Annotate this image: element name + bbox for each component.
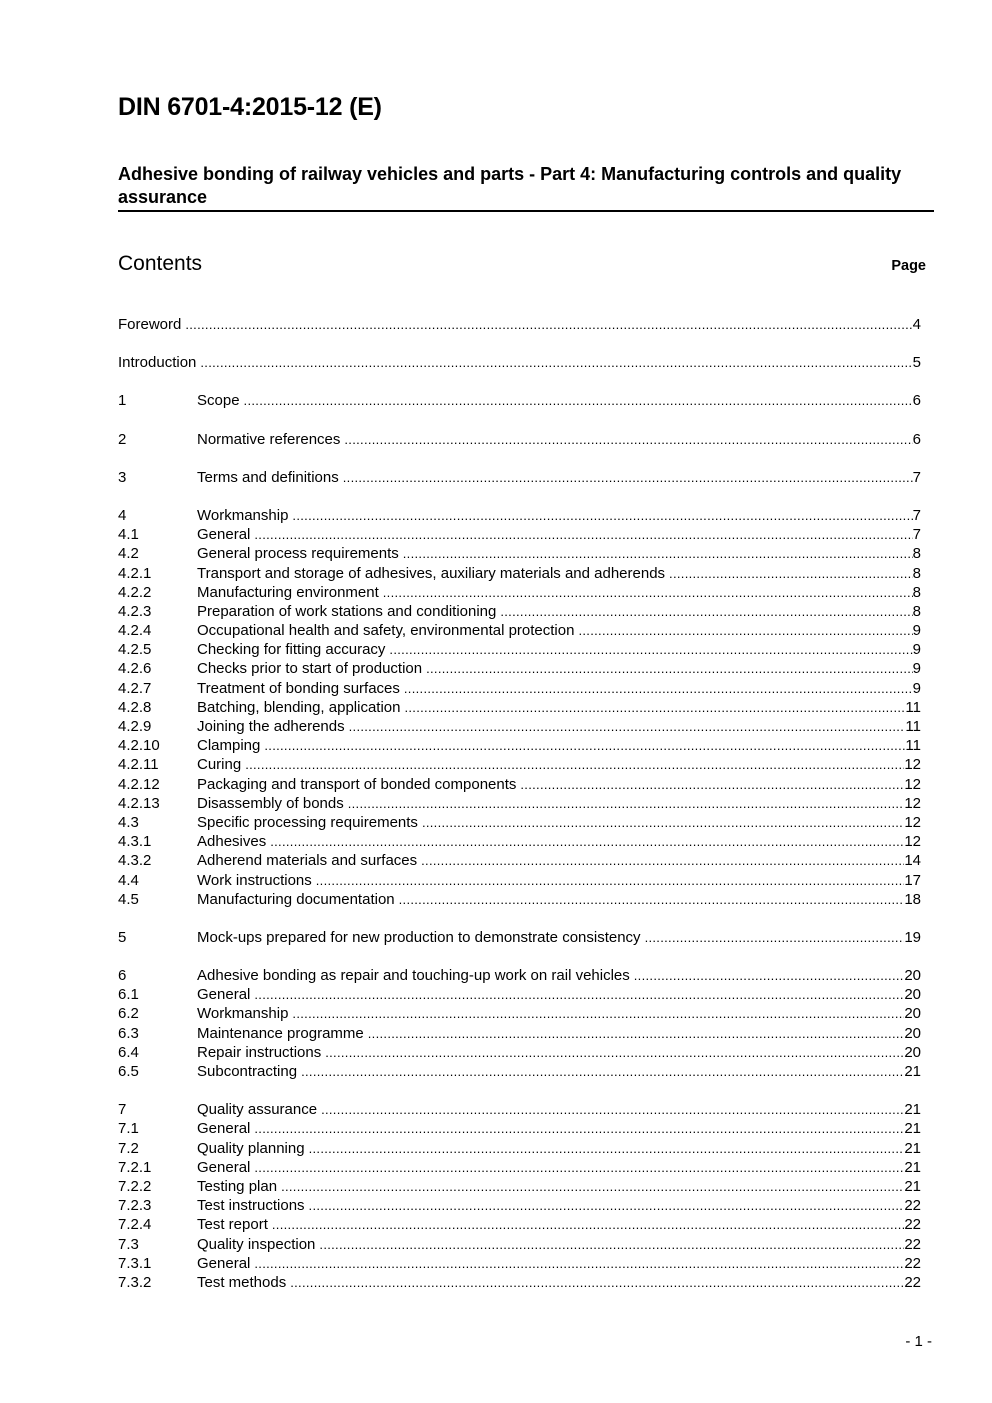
toc-entry-number: 4.2.4 [118,622,152,640]
toc-entry-page: 7 [912,526,921,544]
toc-entry[interactable] [118,430,921,449]
toc-dot-leader [316,871,905,890]
toc-entry[interactable] [118,736,921,755]
toc-entry-page: 21 [904,1101,921,1119]
toc-dot-leader [200,353,912,372]
toc-entry[interactable] [118,640,921,659]
toc-entry-number: 7.2.1 [118,1158,152,1176]
toc-entry-number: 3 [118,468,127,486]
toc-entry-title: General [197,1158,251,1176]
toc-entry[interactable] [118,1100,921,1119]
toc-entry-number: 4.2.8 [118,698,152,716]
toc-entry[interactable] [118,1215,921,1234]
toc-entry-number: 4.3.1 [118,833,152,851]
toc-dot-leader [321,1100,904,1119]
toc-entry-title: Test report [197,1216,268,1234]
toc-entry[interactable] [118,813,921,832]
document-title: Adhesive bonding of railway vehicles and parts - Part 4: Manufacturing controls and quality assurance [118,164,902,207]
toc-dot-leader [368,1024,905,1043]
toc-entry-page: 6 [912,430,921,448]
toc-entry-page: 21 [904,1177,921,1195]
toc-entry-page: 21 [904,1139,921,1157]
toc-dot-leader [301,1062,904,1081]
toc-entry-number: 6.4 [118,1043,139,1061]
toc-entry[interactable] [118,679,921,698]
toc-entry-title: Occupational health and safety, environmental protection [197,622,575,640]
toc-entry-title: Transport and storage of adhesives, auxiliary materials and adherends [197,564,666,582]
toc-entry-number: 6.2 [118,1005,139,1023]
toc-entry-page: 7 [912,468,921,486]
toc-dot-leader [349,717,906,736]
toc-dot-leader [404,698,905,717]
toc-entry-page: 22 [904,1254,921,1272]
toc-entry-page: 12 [904,794,921,812]
toc-entry-page: 21 [904,1063,921,1080]
toc-entry-page: 18 [904,890,921,908]
toc-dot-leader [254,1158,904,1177]
footer-page-number: - 1 - [905,1333,932,1350]
toc-entry-page: 22 [904,1197,921,1215]
toc-entry-page: 22 [904,1273,921,1291]
toc-entry-page: 17 [904,871,921,889]
toc-entry[interactable] [118,525,921,544]
toc-entry[interactable] [118,1043,921,1062]
toc-dot-leader [421,851,904,870]
toc-entry-title: Specific processing requirements [197,813,418,831]
toc-dot-leader [254,985,904,1004]
toc-entry-title: Packaging and transport of bonded components [197,775,517,793]
toc-dot-leader [389,640,912,659]
toc-entry[interactable] [118,698,921,717]
toc-entry-title: Work instructions [197,871,312,889]
toc-dot-leader [403,544,913,563]
toc-entry-page: 11 [905,737,921,755]
toc-entry-page: 19 [904,928,921,946]
toc-entry[interactable] [118,602,921,621]
toc-dot-leader [645,928,905,947]
toc-entry[interactable] [118,353,921,372]
document-id: DIN 6701-4:2015-12 (E) [118,93,382,121]
toc-entry-title: Test methods [197,1273,287,1291]
toc-entry-number: 1 [118,392,127,410]
toc-entry[interactable] [118,755,921,774]
toc-entry-page: 22 [904,1235,921,1253]
toc-entry-number: 4.2.10 [118,737,160,755]
toc-entry-title: Scope [197,392,240,410]
toc-dot-leader [319,1235,904,1254]
toc-dot-leader [578,621,912,640]
toc-dot-leader [254,1119,904,1138]
toc-entry-page: 22 [904,1216,921,1234]
toc-entry[interactable] [118,832,921,851]
toc-entry-page: 20 [904,1024,921,1042]
toc-dot-leader [185,315,912,334]
toc-entry-page: 9 [912,679,921,697]
toc-entry[interactable] [118,871,921,890]
toc-entry-page: 9 [912,641,921,659]
toc-dot-leader [348,794,905,813]
toc-entry[interactable] [118,717,921,736]
toc-entry-number: 7.2.2 [118,1177,152,1195]
toc-entry-title: Joining the adherends [197,718,345,735]
table-of-contents [118,315,921,1292]
toc-entry[interactable] [118,1158,921,1177]
toc-dot-leader [343,468,913,487]
toc-entry-title: Disassembly of bonds [197,794,344,812]
toc-entry[interactable] [118,928,921,947]
toc-entry-page: 8 [912,602,921,620]
toc-entry[interactable] [118,794,921,813]
toc-entry-number: 6.5 [118,1063,139,1080]
toc-entry-number: 4.4 [118,871,139,889]
toc-dot-leader [309,1196,905,1215]
toc-dot-leader [270,832,904,851]
toc-entry-title: Adhesive bonding as repair and touching-up work on rail vehicles [197,967,630,985]
toc-entry[interactable] [118,851,921,870]
toc-entry-title: Preparation of work stations and conditioning [197,602,497,620]
toc-entry[interactable] [118,391,921,410]
toc-entry[interactable] [118,890,921,909]
toc-entry-page: 20 [904,986,921,1004]
toc-entry-page: 5 [912,354,921,372]
toc-entry-page: 9 [912,622,921,640]
toc-entry-page: 20 [904,1005,921,1023]
toc-entry-number: 7.2.3 [118,1197,152,1215]
toc-dot-leader [383,583,913,602]
toc-dot-leader [344,430,912,449]
toc-dot-leader [500,602,912,621]
toc-dot-leader [634,966,905,985]
toc-entry-title: Treatment of bonding surfaces [197,679,400,697]
toc-entry-number: 6 [118,967,127,985]
toc-entry-title: Quality inspection [197,1235,316,1253]
toc-entry-title: Maintenance programme [197,1024,364,1042]
toc-entry[interactable] [118,1062,921,1081]
toc-dot-leader [254,525,912,544]
toc-entry-page: 21 [904,1120,921,1138]
toc-entry-page: 12 [904,756,921,774]
toc-entry-title: Adherend materials and surfaces [197,852,418,870]
toc-entry-page: 8 [912,583,921,601]
toc-dot-leader [244,391,913,410]
toc-entry-number: 7.3.1 [118,1254,152,1272]
toc-entry-page: 8 [912,545,921,563]
toc-entry-number: 4.3 [118,813,139,831]
toc-entry-title: General [197,1120,251,1138]
toc-dot-leader [264,736,905,755]
title-divider [118,210,934,212]
toc-entry-number: 4.5 [118,890,139,908]
toc-entry-title: Manufacturing environment [197,583,379,601]
toc-entry-number: 4 [118,506,127,524]
toc-dot-leader [281,1177,904,1196]
toc-entry-number: 7.1 [118,1120,139,1138]
contents-heading: Contents [118,252,203,275]
toc-entry-page: 9 [912,660,921,678]
toc-entry-title: General process requirements [197,545,399,563]
toc-entry-title: General [197,986,251,1004]
toc-entry-number: 7.3.2 [118,1273,152,1291]
toc-entry[interactable] [118,985,921,1004]
toc-entry-title: Test instructions [197,1197,305,1215]
toc-entry-title: General [197,1254,251,1272]
toc-dot-leader [669,564,913,583]
toc-entry-page: 20 [904,967,921,985]
toc-entry[interactable] [118,966,921,985]
toc-entry-title: Terms and definitions [197,468,339,486]
toc-entry-number: 4.2.2 [118,583,152,601]
toc-entry-page: 21 [904,1158,921,1176]
toc-entry-number: 4.2.6 [118,660,152,678]
toc-entry-page: 14 [904,852,921,870]
toc-dot-leader [520,775,904,794]
toc-entry-page: 8 [912,564,921,582]
toc-entry[interactable] [118,583,921,602]
toc-entry-title: Quality assurance [197,1101,318,1119]
toc-entry-number: 2 [118,430,127,448]
toc-entry[interactable] [118,621,921,640]
toc-entry[interactable] [118,315,921,334]
toc-entry-number: 4.2.12 [118,775,160,793]
toc-entry-number: 4.3.2 [118,852,152,870]
toc-entry-title: Curing [197,756,242,774]
toc-entry-page: 7 [912,506,921,524]
toc-entry[interactable] [118,1004,921,1023]
toc-entry[interactable] [118,468,921,487]
toc-entry-page: 12 [904,833,921,851]
toc-entry-title: Mock-ups prepared for new production to demonstrate consistency [197,928,641,946]
toc-entry[interactable] [118,775,921,794]
toc-entry-title: Clamping [197,737,261,755]
toc-entry-title: Foreword [118,316,182,333]
toc-entry-page: 11 [905,718,921,735]
toc-entry-number: 7.2 [118,1139,139,1157]
toc-entry[interactable] [118,1235,921,1254]
toc-entry[interactable] [118,1024,921,1043]
toc-entry-number: 4.2.1 [118,564,152,582]
toc-entry-number: 4.2.7 [118,679,152,697]
toc-dot-leader [290,1273,904,1292]
toc-dot-leader [272,1215,904,1234]
toc-dot-leader [245,755,904,774]
toc-entry[interactable] [118,544,921,563]
page-column-heading: Page [891,258,926,274]
toc-entry-title: Batching, blending, application [197,698,401,716]
toc-entry-title: Checking for fitting accuracy [197,641,386,659]
toc-entry[interactable] [118,1119,921,1138]
toc-entry-number: 6.3 [118,1024,139,1042]
toc-entry-page: 11 [905,698,921,716]
toc-entry-number: 4.2.9 [118,718,152,735]
toc-entry-number: 7.3 [118,1235,139,1253]
toc-dot-leader [404,679,913,698]
toc-entry-number: 4.2.3 [118,602,152,620]
toc-entry-title: Quality planning [197,1139,305,1157]
toc-dot-leader [309,1139,905,1158]
toc-entry-page: 4 [912,316,921,333]
toc-entry-number: 4.2 [118,545,139,563]
toc-entry-title: Workmanship [197,506,289,524]
toc-entry-title: Repair instructions [197,1043,322,1061]
toc-entry[interactable] [118,1196,921,1215]
toc-entry-page: 20 [904,1043,921,1061]
toc-entry-title: Workmanship [197,1005,289,1023]
toc-entry-number: 4.1 [118,526,139,544]
toc-entry-number: 4.2.5 [118,641,152,659]
toc-entry[interactable] [118,1254,921,1273]
toc-entry[interactable] [118,659,921,678]
toc-entry[interactable] [118,506,921,525]
toc-dot-leader [292,506,912,525]
toc-entry-title: Adhesives [197,833,267,851]
toc-dot-leader [399,890,905,909]
toc-entry-number: 7 [118,1101,127,1119]
toc-entry-number: 5 [118,928,127,946]
toc-dot-leader [426,659,913,678]
toc-entry-title: Normative references [197,430,341,448]
toc-entry-title: Testing plan [197,1177,278,1195]
toc-dot-leader [325,1043,904,1062]
toc-entry-page: 6 [912,392,921,410]
toc-entry-title: General [197,526,251,544]
toc-entry-number: 6.1 [118,986,139,1004]
toc-entry[interactable] [118,1273,921,1292]
toc-entry-page: 12 [904,813,921,831]
toc-entry[interactable] [118,1177,921,1196]
toc-entry-title: Manufacturing documentation [197,890,395,908]
toc-dot-leader [254,1254,904,1273]
toc-entry-number: 4.2.13 [118,794,160,812]
toc-entry-title: Subcontracting [197,1063,298,1080]
toc-dot-leader [422,813,904,832]
toc-entry[interactable] [118,564,921,583]
toc-entry-number: 4.2.11 [118,756,159,774]
toc-entry-number: 7.2.4 [118,1216,152,1234]
toc-entry[interactable] [118,1139,921,1158]
toc-entry-title: Checks prior to start of production [197,660,423,678]
toc-entry-page: 12 [904,775,921,793]
toc-entry-title: Introduction [118,354,197,372]
toc-dot-leader [292,1004,904,1023]
